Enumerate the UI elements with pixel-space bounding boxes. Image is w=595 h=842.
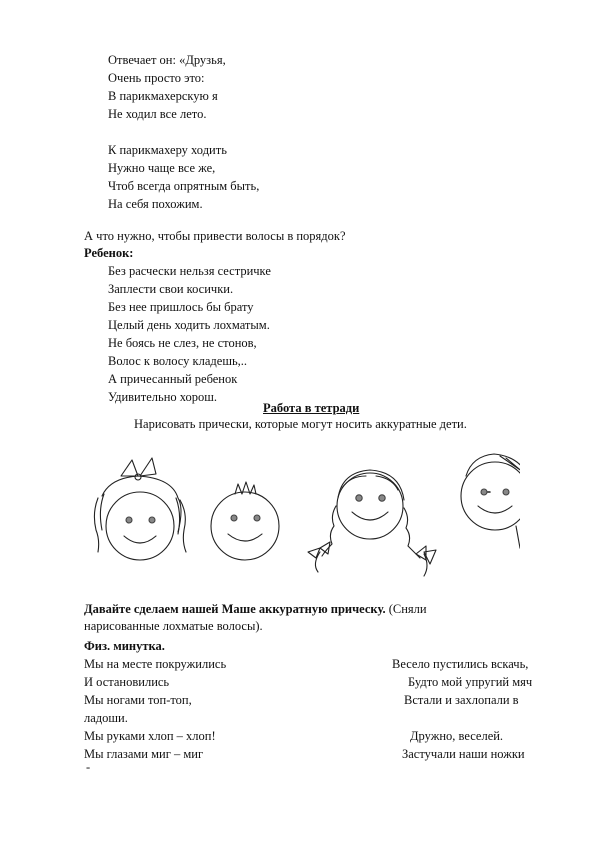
fiz-left-line: Мы руками хлоп – хлоп! xyxy=(84,729,216,743)
child-poem-line: Целый день ходить лохматым. xyxy=(108,318,270,332)
child-poem-line: Удивительно хорош. xyxy=(108,390,218,404)
pigtails-girl-face-icon xyxy=(308,470,436,576)
fiz-right-line: Застучали наши ножки xyxy=(402,747,525,761)
trailing-dash: - xyxy=(86,760,91,774)
spiky-boy-face-icon xyxy=(211,482,279,560)
kerchief-girl-face-icon xyxy=(461,454,520,578)
fiz-left-line: Мы глазами миг – миг xyxy=(84,747,204,761)
child-label: Ребенок: xyxy=(84,246,134,260)
child-poem-line: А причесанный ребенок xyxy=(108,372,238,386)
masha-line-2: нарисованные лохматые волосы). xyxy=(84,619,263,633)
child-poem-line: Без нее пришлось бы брату xyxy=(108,300,254,314)
fiz-left-line: ладоши. xyxy=(84,711,128,725)
question-line: А что нужно, чтобы привести волосы в порядок? xyxy=(84,229,346,243)
stanza2-line: Нужно чаще все же, xyxy=(108,161,216,175)
child-poem-line: Без расчески нельзя сестричке xyxy=(108,264,271,278)
fiz-left-line: Мы на месте покружились xyxy=(84,657,227,671)
stanza1-line: В парикмахерскую я xyxy=(108,89,218,103)
fiz-right-line: Весело пустились вскачь, xyxy=(392,657,529,671)
masha-line: Давайте сделаем нашей Маше аккуратную прическу. (Сняли xyxy=(84,602,427,616)
stanza1-line: Очень просто это: xyxy=(108,71,205,85)
workbook-title: Работа в тетради xyxy=(263,401,360,415)
stanza1-line: Не ходил все лето. xyxy=(108,107,207,121)
fiz-right-line: Будто мой упругий мяч xyxy=(408,675,533,689)
fiz-right-line: Встали и захлопали в xyxy=(404,693,519,707)
fiz-left-line: Мы ногами топ-топ, xyxy=(84,693,192,707)
fiz-right-line: Дружно, веселей. xyxy=(410,729,504,743)
stanza2-line: На себя похожим. xyxy=(108,197,203,211)
stanza2-line: Чтоб всегда опрятным быть, xyxy=(108,179,260,193)
child-poem-line: Не боясь не слез, не стонов, xyxy=(108,336,257,350)
workbook-task: Нарисовать прически, которые могут носить аккуратные дети. xyxy=(134,417,467,431)
child-poem-line: Волос к волосу кладешь,.. xyxy=(108,354,248,368)
stanza2-line: К парикмахеру ходить xyxy=(108,143,227,157)
hairstyle-drawings xyxy=(80,448,520,598)
fiz-left-line: И остановились xyxy=(84,675,170,689)
fiz-title: Физ. минутка. xyxy=(84,639,165,653)
girl-bow-face-icon xyxy=(94,458,186,560)
stanza1-line: Отвечает он: «Друзья, xyxy=(108,53,226,67)
child-poem-line: Заплести свои косички. xyxy=(108,282,234,296)
